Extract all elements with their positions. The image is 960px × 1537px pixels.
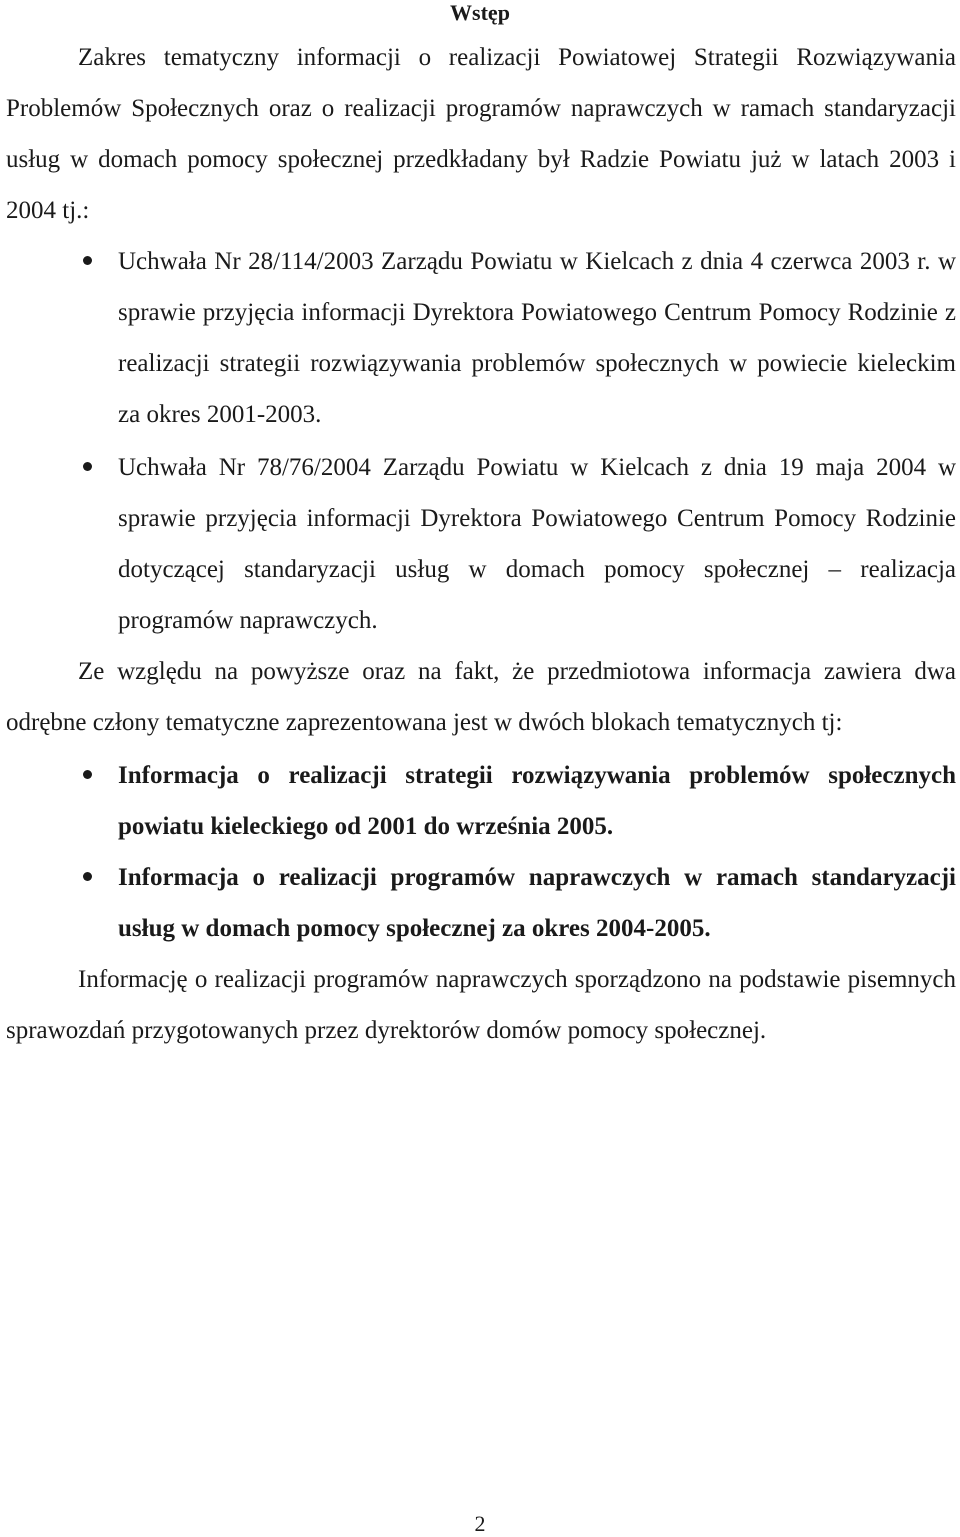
list-item	[6, 852, 956, 954]
closing-paragraph: Informację o realizacji programów naprawczych sporządzono na podstawie pisemnych sprawozdań przygotowanych przez dyrektorów domów pomocy społecznej.	[6, 966, 956, 1044]
document-body	[6, 32, 956, 1056]
list-item	[6, 442, 956, 646]
bullet-icon	[83, 256, 92, 265]
resolutions-list	[6, 236, 956, 646]
block-title: Informacja o realizacji programów naprawczych w ramach standaryzacji usług w domach pomocy społecznej za okres 2004-2005.	[118, 864, 956, 942]
intro-paragraph: Zakres tematyczny informacji o realizacji Powiatowej Strategii Rozwiązywania Problemów Społecznych oraz o realizacji programów naprawczych w ramach standaryzacji usług w domach pomocy społecznej przedkładany był Radzie Powiatu już w latach 2003 i 2004 tj.:	[6, 44, 956, 224]
bullet-icon	[83, 872, 92, 881]
scope-paragraph: Ze względu na powyższe oraz na fakt, że przedmiotowa informacja zawiera dwa odrębne człony tematyczne zaprezentowana jest w dwóch blokach tematycznych tj:	[6, 658, 956, 736]
resolution-text: Uchwała Nr 78/76/2004 Zarządu Powiatu w Kielcach z dnia 19 maja 2004 w sprawie przyjęcia informacji Dyrektora Powiatowego Centrum Pomocy Rodzinie dotyczącej standaryzacji usług w domach pomocy społecznej – realizacja programów naprawczych.	[118, 454, 956, 634]
list-item	[6, 750, 956, 852]
page-heading: Wstęp	[450, 0, 510, 25]
page-number: 2	[474, 1511, 486, 1536]
bullet-icon	[83, 770, 92, 779]
bullet-icon	[83, 462, 92, 471]
thematic-blocks-list	[6, 750, 956, 954]
resolution-text: Uchwała Nr 28/114/2003 Zarządu Powiatu w Kielcach z dnia 4 czerwca 2003 r. w sprawie przyjęcia informacji Dyrektora Powiatowego Centrum Pomocy Rodzinie z realizacji strategii rozwiązywania problemów społecznych w powiecie kieleckim za okres 2001-2003.	[118, 248, 956, 428]
list-item	[6, 236, 956, 440]
block-title: Informacja o realizacji strategii rozwiązywania problemów społecznych powiatu kieleckiego od 2001 do września 2005.	[118, 762, 956, 840]
